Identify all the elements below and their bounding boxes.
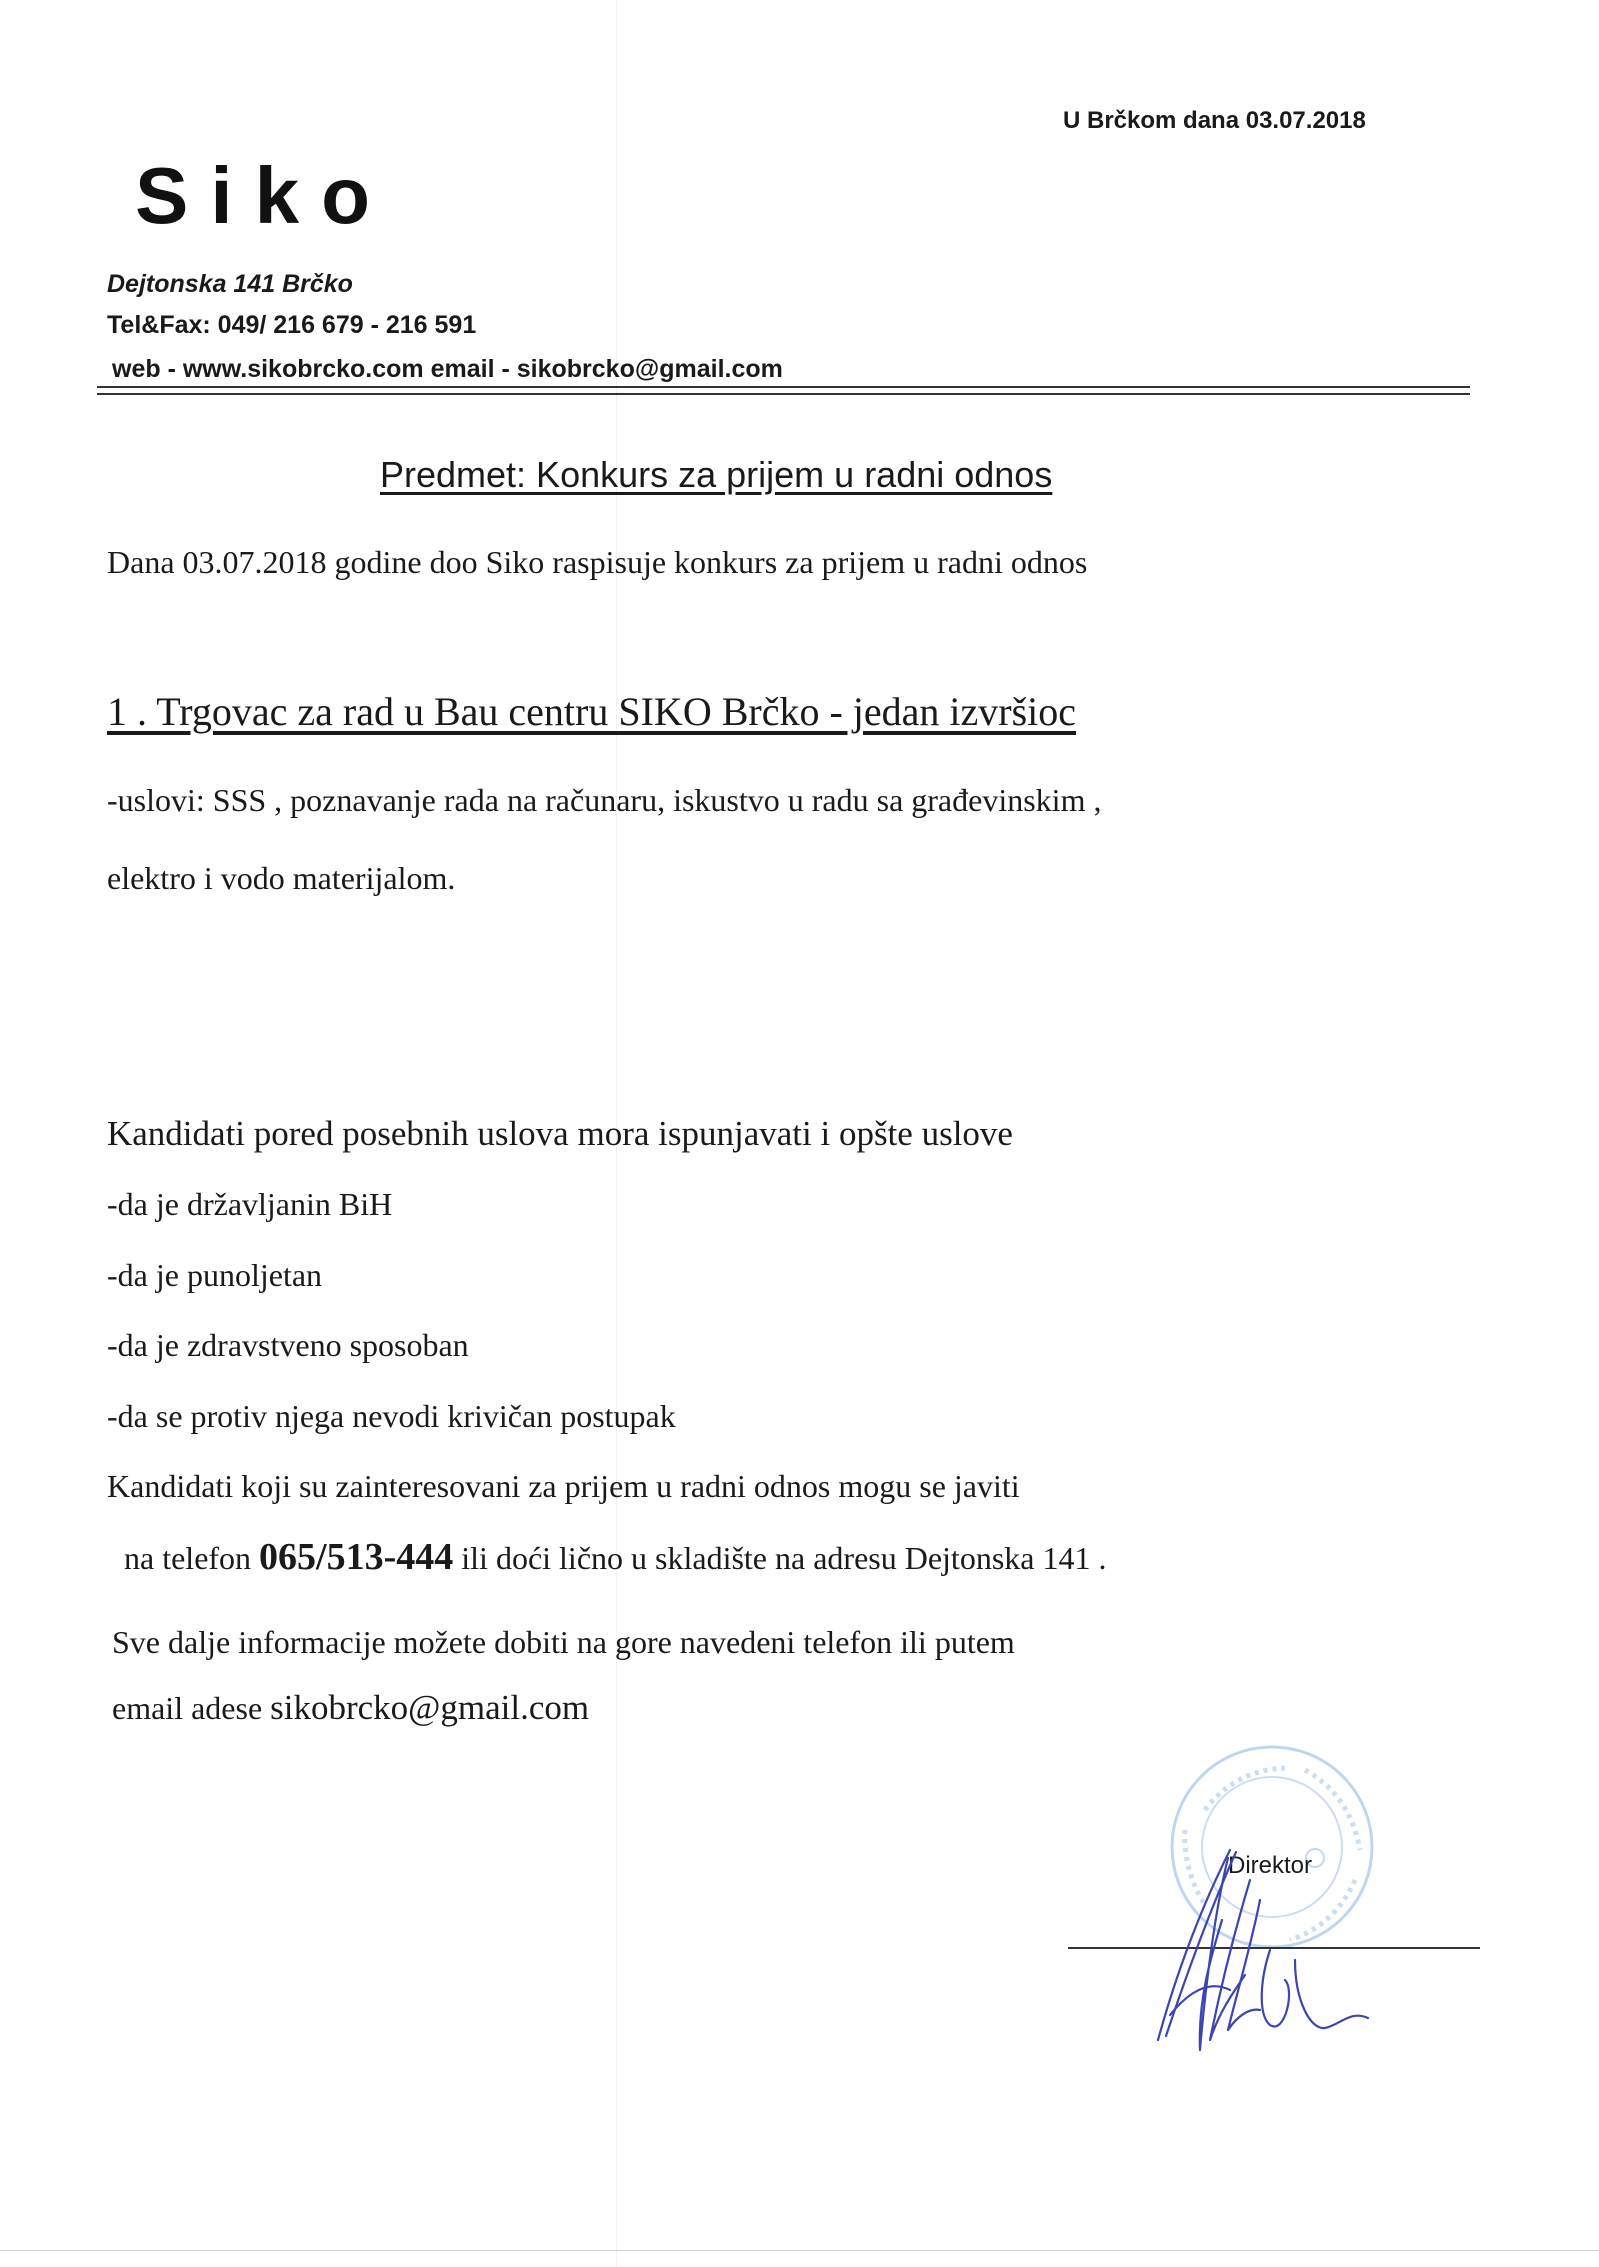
intro-paragraph: Dana 03.07.2018 godine doo Siko raspisuje konkurs za prijem u radni odnos (107, 544, 1088, 580)
company-logo: Siko (135, 151, 392, 240)
header-divider-bottom (97, 393, 1470, 395)
document-date: U Brčkom dana 03.07.2018 (1063, 107, 1366, 134)
contact-phone: 065/513-444 (259, 1536, 454, 1578)
general-condition-item: -da je zdravstveno sposoban (107, 1327, 469, 1363)
contact-email: sikobrcko@gmail.com (270, 1688, 590, 1727)
info-line-2 (112, 1688, 589, 1728)
application-suffix: ili doći lično u skladište na adresu Dejtonska 141 . (453, 1540, 1107, 1576)
general-conditions-heading: Kandidati pored posebnih uslova mora ispunjavati i opšte uslove (107, 1114, 1013, 1153)
general-condition-item: -da je državljanin BiH (107, 1186, 393, 1222)
subject-line: Predmet: Konkurs za prijem u radni odnos (380, 454, 1053, 495)
signatory-title: Direktor (1228, 1852, 1313, 1879)
job-conditions-line-2: elektro i vodo materijalom. (107, 860, 456, 896)
scan-bottom-edge (0, 2250, 1599, 2251)
job-position-title: 1 . Trgovac za rad u Bau centru SIKO Brčko - jedan izvršioc (107, 689, 1077, 734)
general-condition-item: -da je punoljetan (107, 1257, 323, 1293)
general-condition-item: -da se protiv njega nevodi krivičan postupak (107, 1398, 676, 1434)
info-prefix: email adese (112, 1690, 271, 1726)
job-conditions-line-1: -uslovi: SSS , poznavanje rada na računaru, iskustvo u radu sa građevinskim , (107, 782, 1102, 818)
info-line-1: Sve dalje informacije možete dobiti na gore navedeni telefon ili putem (112, 1624, 1015, 1660)
application-line-1: Kandidati koji su zainteresovani za prijem u radni odnos mogu se javiti (107, 1468, 1020, 1504)
company-telfax: Tel&Fax: 049/ 216 679 - 216 591 (107, 311, 477, 339)
handwritten-signature-icon (1110, 1840, 1370, 2070)
header-divider-top (97, 386, 1470, 388)
application-line-2 (124, 1535, 1106, 1579)
company-address: Dejtonska 141 Brčko (107, 270, 353, 298)
application-prefix: na telefon (124, 1540, 260, 1576)
company-web-email: web - www.sikobrcko.com email - sikobrcko@gmail.com (112, 355, 783, 383)
